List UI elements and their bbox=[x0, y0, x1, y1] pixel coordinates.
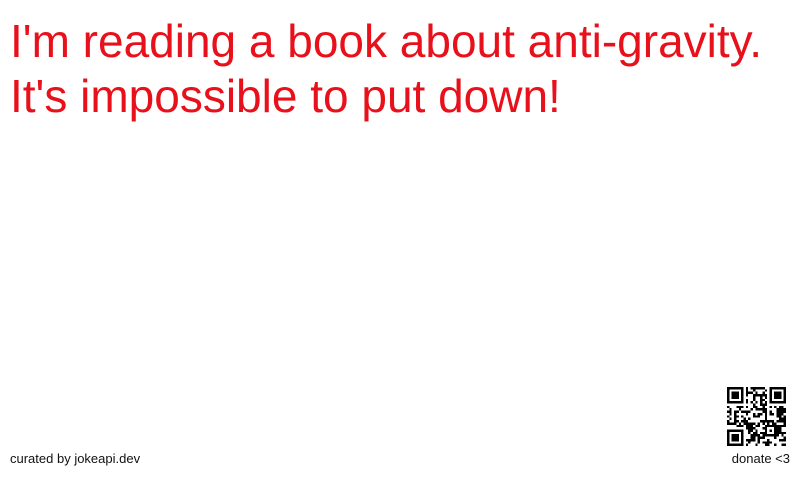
joke-text: I'm reading a book about anti-gravity. It's impossible to put down! bbox=[10, 15, 763, 122]
credit-text: curated by jokeapi.dev bbox=[10, 451, 141, 466]
qr-code-icon[interactable] bbox=[727, 387, 786, 446]
donate-link[interactable]: donate <3 bbox=[731, 451, 790, 466]
